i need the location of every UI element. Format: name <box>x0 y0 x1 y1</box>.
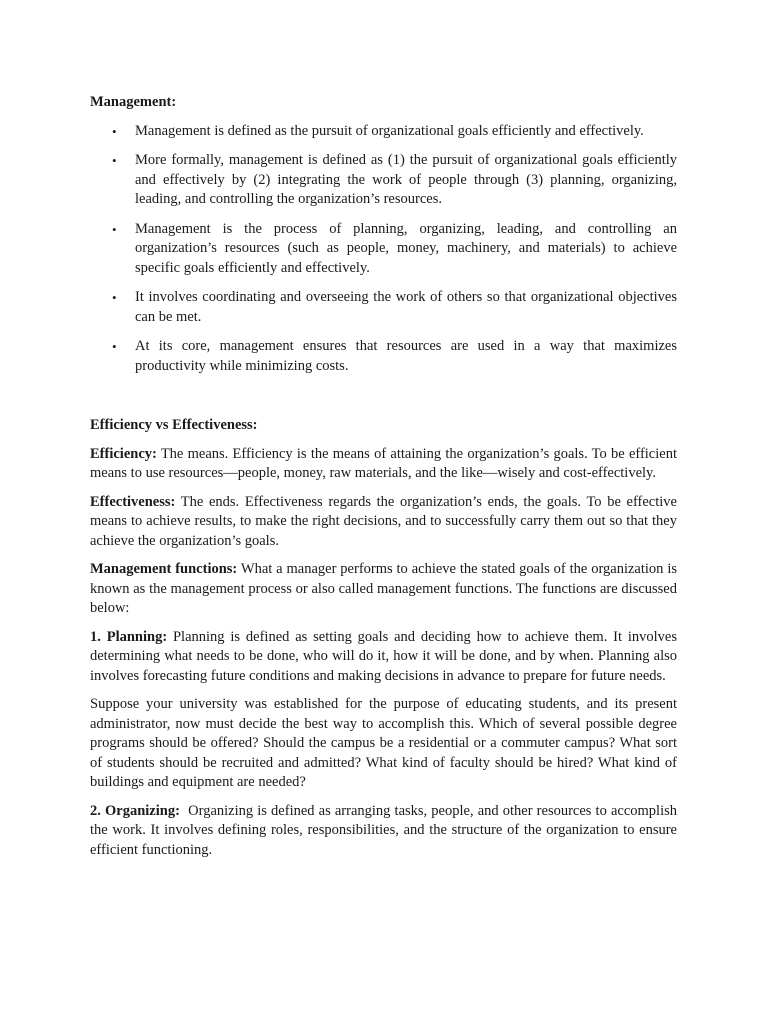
efficiency-term: Efficiency: <box>90 445 157 462</box>
planning-paragraph <box>90 628 677 687</box>
bullet-icon: • <box>112 339 117 354</box>
efficiency-effectiveness-heading: Efficiency vs Effectiveness: <box>90 417 258 433</box>
management-functions-definition: What a manager performs to achieve the stated goals of the organization is known as the management process or also called management functions. The functions are discussed below: <box>90 561 677 616</box>
planning-definition: Planning is defined as setting goals and deciding how to achieve them. It involves determining what needs to be done, who will do it, how it will be done, and by when. Planning also involves forecasting future conditions and making decisions in advance to prepare for future needs. <box>90 628 677 684</box>
bullet-icon: • <box>112 221 117 237</box>
section-spacer <box>90 386 677 416</box>
management-functions-paragraph <box>90 560 677 619</box>
list-item <box>90 151 677 210</box>
effectiveness-definition: The ends. Effectiveness regards the organization’s ends, the goals. To be effective means to achieve results, to make the right decisions, and to successfully carry them out so that they achieve the organization’s goals. <box>90 493 677 549</box>
bullet-text: More formally, management is defined as (1) the pursuit of organizational goals efficiently and effectively by (2) integrating the work of people through (3) planning, organizing, leading, and controlling the organization’s resources. <box>135 152 677 207</box>
organizing-paragraph <box>90 802 681 861</box>
bullet-icon: • <box>112 123 117 139</box>
list-item <box>90 337 677 376</box>
list-item <box>90 288 677 327</box>
management-heading: Management: <box>90 94 177 110</box>
effectiveness-term: Effectiveness: <box>90 493 176 510</box>
management-functions-term: Management functions: <box>90 561 238 577</box>
bullet-text: Management is defined as the pursuit of organizational goals efficiently and effectively. <box>135 122 644 139</box>
bullet-text: At its core, management ensures that resources are used in a way that maximizes productivity while minimizing costs. <box>135 338 677 374</box>
bullet-icon: • <box>112 290 117 305</box>
bullet-text: It involves coordinating and overseeing the work of others so that organizational objectives can be met. <box>135 289 677 325</box>
effectiveness-paragraph <box>90 493 677 552</box>
list-item <box>90 220 677 279</box>
efficiency-paragraph <box>90 445 677 484</box>
efficiency-definition: The means. Efficiency is the means of attaining the organization’s goals. To be efficient means to use resources—people, money, raw materials, and the like—wisely and cost-effectively. <box>90 445 677 481</box>
organizing-definition: Organizing is defined as arranging tasks, people, and other resources to accomplish the work. It involves defining roles, responsibilities, and the structure of the organization to ensure efficient functioning. <box>90 802 681 858</box>
bullet-icon: • <box>112 153 117 168</box>
planning-term: 1. Planning: <box>90 628 168 645</box>
organizing-term: 2. Organizing: <box>90 802 180 819</box>
bullet-text: Management is the process of planning, organizing, leading, and controlling an organization’s resources (such as people, money, machinery, and materials) to achieve specific goals efficiently and effectively. <box>135 220 677 276</box>
document-page <box>90 93 681 869</box>
management-bullet-list <box>90 122 677 377</box>
list-item <box>90 122 677 142</box>
planning-example-paragraph: Suppose your university was established for the purpose of educating students, and its present administrator, now must decide the best way to accomplish this. Which of several possible degree programs should be offered? Should the campus be a residential or a commuter campus? What sort of students should be recruited and admitted? What kind of faculty should be hired? What kind of buildings and equipment are needed? <box>90 696 677 790</box>
